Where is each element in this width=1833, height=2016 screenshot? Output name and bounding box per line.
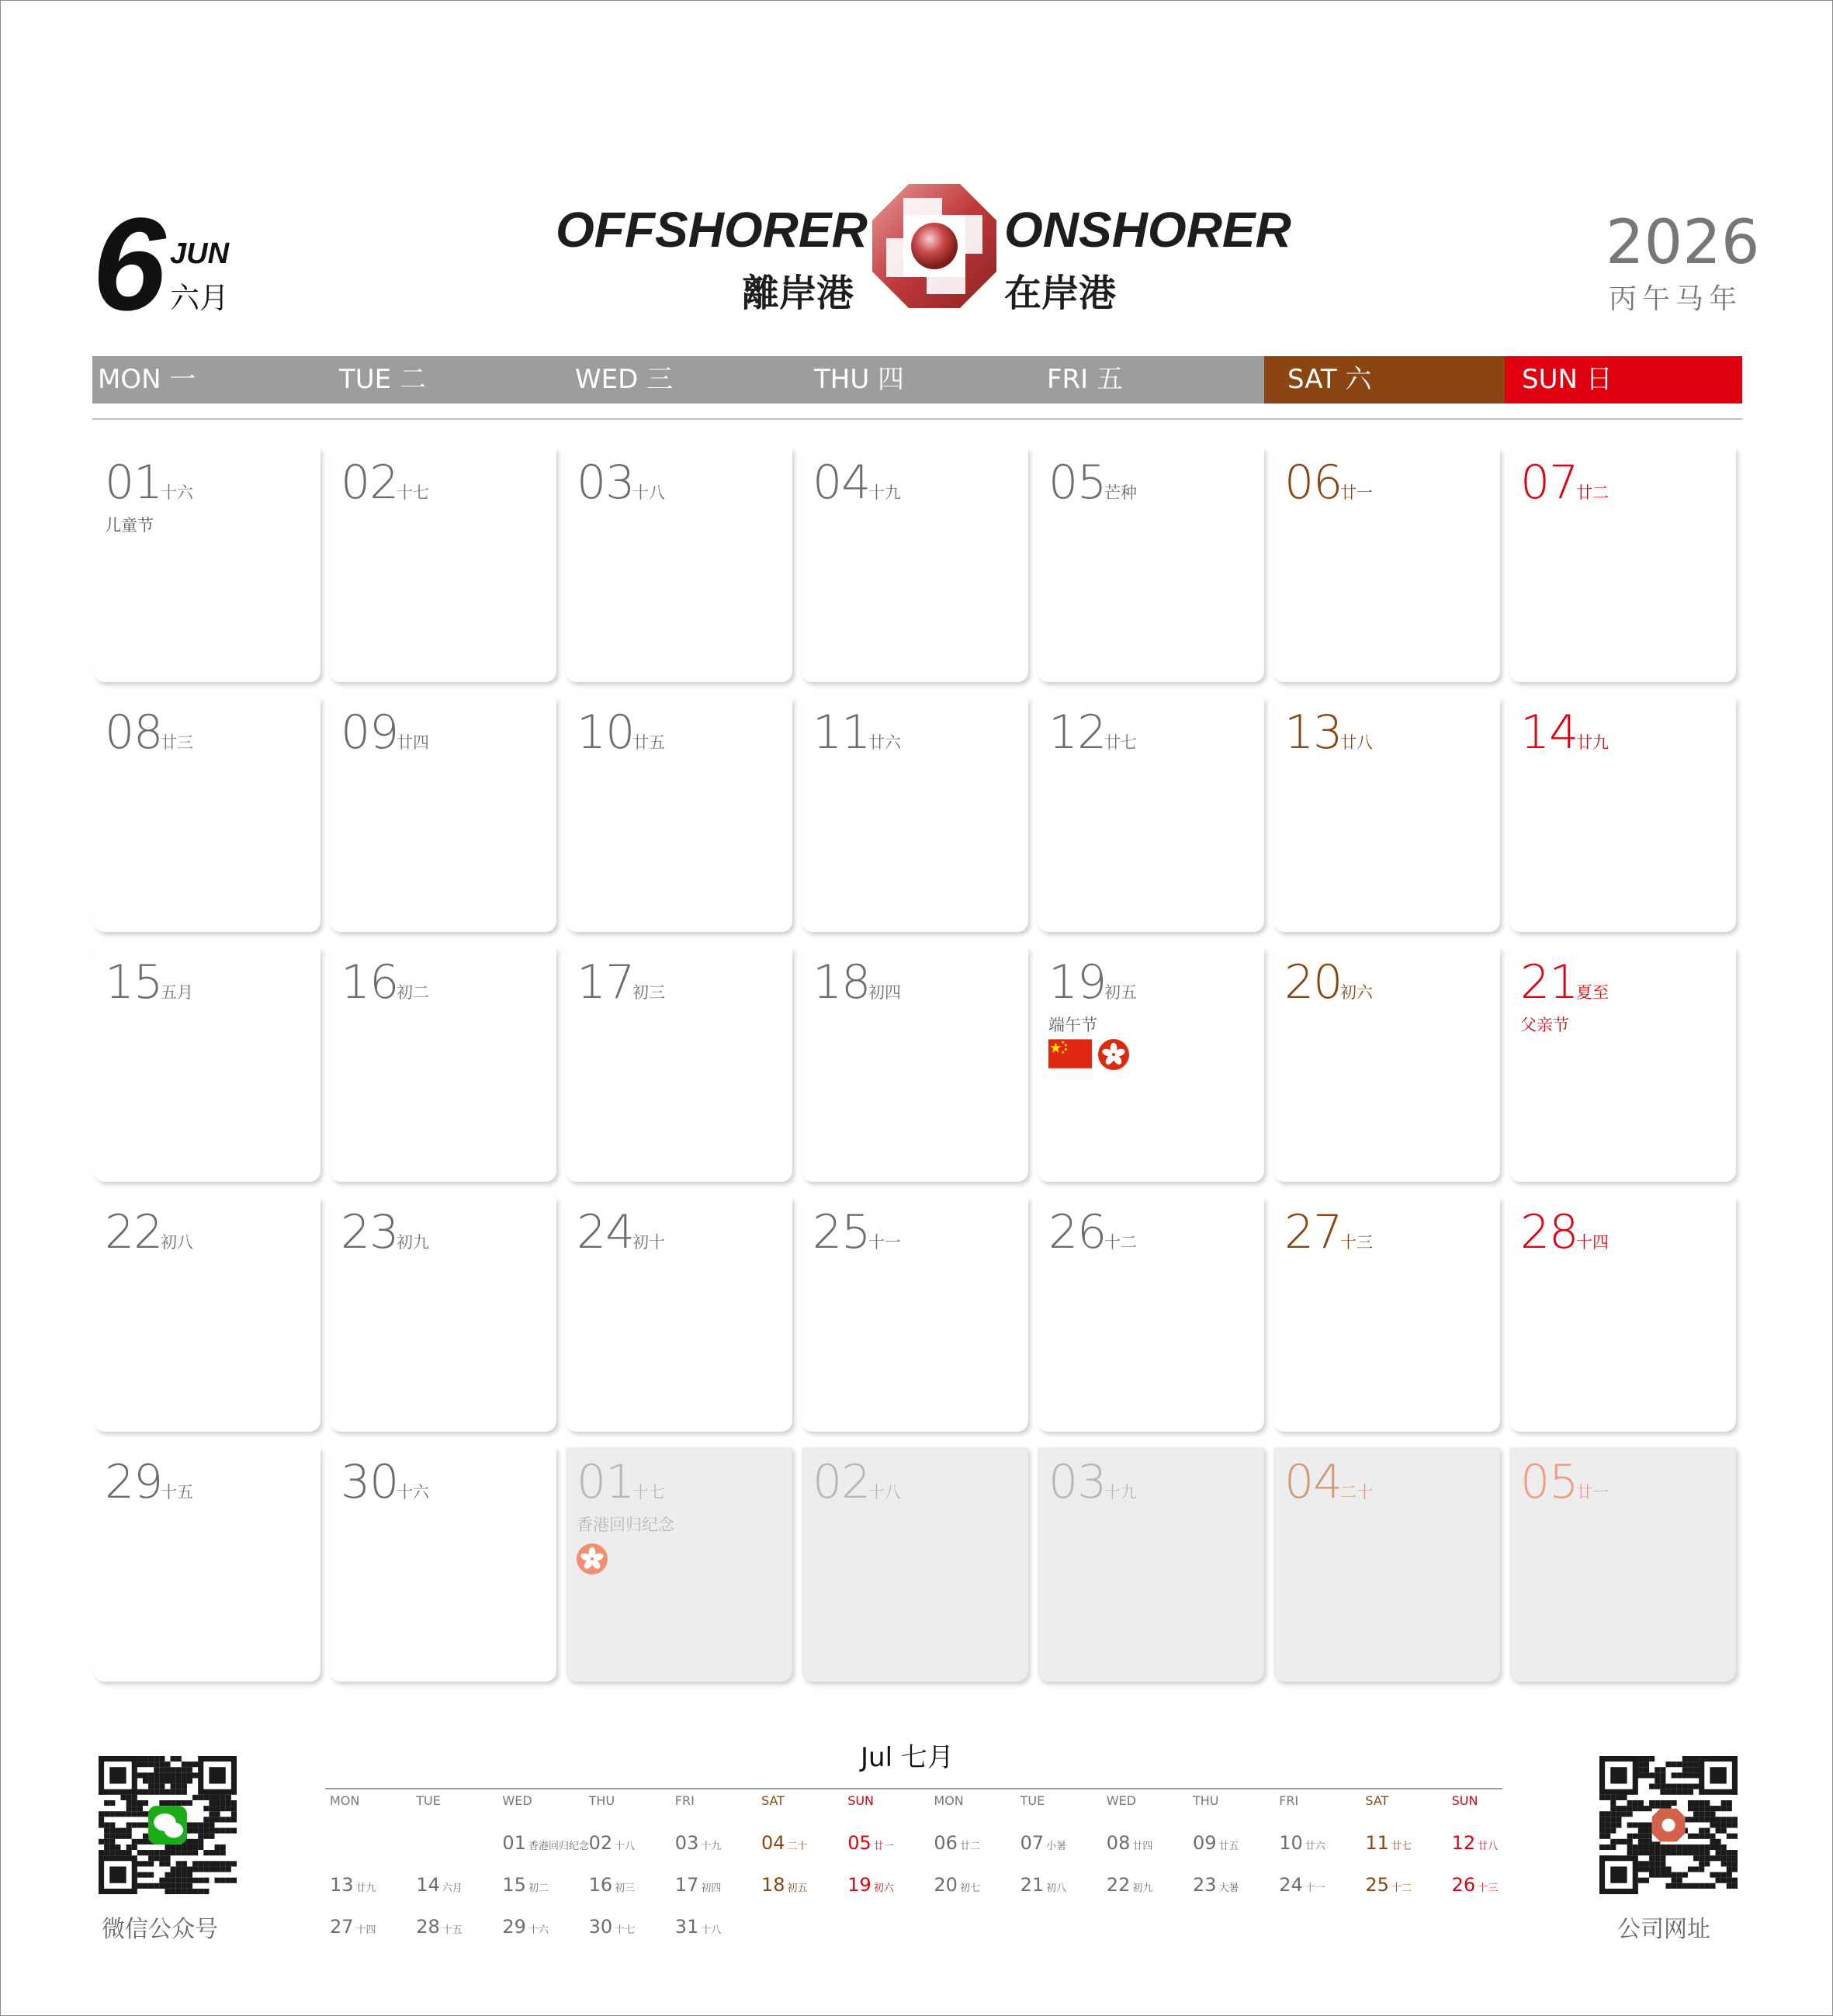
mini-lunar-date: 十九: [701, 1841, 722, 1852]
day-cell[interactable]: [330, 448, 556, 682]
lunar-date: 廿三: [161, 733, 193, 752]
mini-day[interactable]: [1020, 1832, 1067, 1854]
wechat-qr-label: 微信公众号: [102, 1916, 218, 1943]
day-cell[interactable]: [94, 698, 321, 932]
mini-lunar-date: 初三: [615, 1883, 636, 1894]
logo-text-onshorer: ONSHORER: [1004, 202, 1291, 258]
weekday-mon: MON 一: [98, 364, 196, 395]
mini-day[interactable]: [502, 1916, 549, 1938]
mini-weekday-header: THU: [588, 1793, 615, 1808]
lunar-date: 廿六: [868, 733, 901, 752]
weekday-fri: FRI 五: [1047, 364, 1124, 395]
mini-lunar-date: 廿九: [355, 1883, 376, 1894]
mini-day[interactable]: [589, 1916, 636, 1938]
mini-day-number: 26: [1451, 1874, 1476, 1896]
day-number: 03: [577, 456, 635, 510]
lunar-date: 十九: [868, 483, 901, 502]
day-number: 11: [813, 705, 871, 760]
day-cell[interactable]: [94, 1197, 321, 1432]
lunar-date: 十六: [397, 1483, 429, 1502]
mini-weekday-header: SUN: [847, 1793, 875, 1808]
day-cell[interactable]: [802, 448, 1028, 682]
day-cell[interactable]: [566, 1197, 792, 1432]
day-number: 18: [813, 955, 871, 1010]
day-number: 02: [813, 1455, 871, 1509]
logo-text-onshore-cn: 在岸港: [1004, 272, 1117, 315]
lunar-date: 初十: [632, 1233, 665, 1252]
mini-day-number: 24: [1279, 1874, 1303, 1896]
lunar-date: 初六: [1340, 983, 1373, 1002]
mini-day[interactable]: [589, 1832, 636, 1854]
day-number: 03: [1048, 1455, 1107, 1509]
mini-weekday-header: FRI: [1279, 1793, 1299, 1808]
mini-day-number: 14: [416, 1874, 440, 1896]
holiday-label: 端午节: [1048, 1016, 1097, 1034]
mini-day-number: 19: [847, 1874, 871, 1896]
lunar-date: 初四: [868, 983, 901, 1002]
mini-day[interactable]: [675, 1874, 722, 1896]
lunar-date: 初八: [161, 1233, 193, 1252]
mini-day-number: 15: [502, 1874, 526, 1896]
mini-day[interactable]: [847, 1832, 894, 1854]
mini-day[interactable]: [1193, 1874, 1239, 1896]
mini-day-number: 06: [934, 1832, 958, 1854]
mini-lunar-date: 十四: [355, 1924, 376, 1936]
mini-day[interactable]: [502, 1874, 549, 1896]
mini-lunar-date: 小暑: [1046, 1841, 1067, 1852]
day-number: 24: [577, 1205, 635, 1259]
day-number: 13: [1284, 705, 1343, 760]
logo-emblem-icon: [872, 184, 996, 308]
day-cell[interactable]: [1038, 947, 1264, 1182]
mini-day-number: 07: [1020, 1832, 1045, 1854]
lunar-date: 廿九: [1576, 733, 1609, 752]
mini-lunar-date: 大暑: [1218, 1883, 1239, 1894]
day-number: 21: [1520, 955, 1578, 1010]
mini-day[interactable]: [675, 1832, 722, 1854]
day-number: 04: [813, 456, 871, 510]
lunar-date: 初二: [397, 983, 429, 1002]
lunar-date: 廿四: [397, 733, 429, 752]
mini-day[interactable]: [502, 1832, 589, 1854]
mini-lunar-date: 廿二: [959, 1841, 980, 1852]
mini-lunar-date: 廿四: [1132, 1841, 1153, 1852]
lunar-date: 廿二: [1576, 483, 1609, 502]
lunar-date: 廿一: [1340, 483, 1373, 502]
mini-weekday-header: SUN: [1451, 1793, 1478, 1808]
mini-weekday-header: MON: [330, 1793, 360, 1808]
mini-day-number: 16: [588, 1874, 613, 1896]
lunar-date: 十七: [632, 1483, 665, 1502]
day-number: 14: [1520, 705, 1578, 760]
day-cell[interactable]: [566, 947, 792, 1182]
mini-lunar-date: 十三: [1478, 1883, 1499, 1894]
mini-weekday-header: TUE: [1020, 1793, 1045, 1808]
mini-weekday-header: WED: [1106, 1793, 1137, 1808]
mini-lunar-date: 初七: [959, 1883, 980, 1894]
website-qr-code[interactable]: [1599, 1756, 1738, 1894]
day-cell[interactable]: [1273, 448, 1500, 682]
mini-day[interactable]: [1452, 1832, 1499, 1854]
mini-day[interactable]: [589, 1874, 636, 1896]
day-cell[interactable]: [330, 1197, 556, 1432]
mini-lunar-date: 初二: [528, 1883, 549, 1894]
mini-lunar-date: 初九: [1132, 1883, 1153, 1894]
mini-lunar-date: 十一: [1305, 1883, 1325, 1894]
mini-weekday-header: SAT: [1365, 1793, 1389, 1808]
website-qr-label: 公司网址: [1617, 1916, 1710, 1943]
day-number: 22: [105, 1205, 163, 1259]
mini-calendar-title: Jul 七月: [861, 1742, 954, 1773]
mini-lunar-date: 初五: [787, 1883, 808, 1894]
lunar-date: 十三: [1340, 1233, 1373, 1252]
day-cell[interactable]: [94, 1447, 321, 1682]
next-month-day-cell[interactable]: [1509, 1447, 1736, 1682]
lunar-date: 十八: [632, 483, 665, 502]
day-cell[interactable]: [1273, 1197, 1500, 1432]
mini-lunar-date: 廿七: [1391, 1841, 1412, 1852]
next-month-day-cell[interactable]: [566, 1447, 792, 1682]
mini-lunar-date: 廿八: [1478, 1841, 1499, 1852]
mini-lunar-date: 初六: [873, 1883, 894, 1894]
mini-day-number: 05: [847, 1832, 871, 1854]
day-number: 25: [813, 1205, 871, 1259]
day-number: 28: [1520, 1205, 1578, 1259]
mini-day-number: 20: [934, 1874, 958, 1896]
mini-lunar-date: 十二: [1391, 1883, 1412, 1894]
lunar-date: 廿七: [1104, 733, 1137, 752]
mini-weekday-header: TUE: [416, 1793, 441, 1808]
mini-day-number: 25: [1365, 1874, 1389, 1896]
month-number: 6: [92, 191, 166, 338]
day-number: 04: [1284, 1455, 1343, 1509]
day-cell[interactable]: [566, 448, 792, 682]
day-cell[interactable]: [94, 947, 321, 1182]
mini-lunar-date: 十七: [615, 1924, 636, 1936]
hk-flag-icon: [577, 1543, 608, 1574]
lunar-date: 十六: [161, 483, 193, 502]
mini-day-number: 08: [1106, 1832, 1131, 1854]
mini-weekday-header: THU: [1193, 1793, 1219, 1808]
next-month-day-cell[interactable]: [1038, 1447, 1264, 1682]
mini-day[interactable]: [330, 1916, 376, 1938]
mini-day-number: 09: [1193, 1832, 1217, 1854]
day-number: 05: [1520, 1455, 1578, 1509]
mini-day[interactable]: [1365, 1832, 1412, 1854]
company-logo: [556, 184, 1291, 316]
mini-day-number: 11: [1365, 1832, 1389, 1854]
mini-day[interactable]: [1452, 1874, 1499, 1896]
wechat-icon: [148, 1806, 187, 1845]
day-cell[interactable]: [802, 947, 1028, 1182]
lunar-date: 十七: [397, 483, 429, 502]
day-number: 23: [341, 1205, 399, 1259]
day-cell[interactable]: [1509, 698, 1736, 932]
day-number: 30: [341, 1455, 399, 1509]
mini-lunar-date: 初四: [701, 1883, 722, 1894]
hk-flag-icon: [1098, 1039, 1129, 1070]
mini-day[interactable]: [1365, 1874, 1412, 1896]
day-number: 09: [341, 705, 399, 760]
day-cell[interactable]: [1273, 947, 1500, 1182]
next-month-day-cell[interactable]: [802, 1447, 1028, 1682]
mini-lunar-date: 十八: [615, 1841, 636, 1852]
mini-day[interactable]: [761, 1832, 808, 1854]
day-number: 29: [105, 1455, 163, 1509]
lunar-date: 五月: [161, 983, 193, 1002]
mini-day[interactable]: [1279, 1832, 1325, 1854]
holiday-label: 儿童节: [105, 516, 154, 535]
mini-day[interactable]: [1107, 1832, 1153, 1854]
day-cell[interactable]: [802, 1197, 1028, 1432]
day-number: 01: [105, 456, 163, 510]
mini-day-number: 18: [761, 1874, 785, 1896]
mini-day-number: 13: [330, 1874, 354, 1896]
day-number: 27: [1284, 1205, 1343, 1259]
logo-text-offshorer: OFFSHORER: [556, 202, 868, 258]
mini-day-number: 04: [761, 1832, 785, 1854]
mini-weekday-header: MON: [934, 1793, 964, 1808]
day-cell[interactable]: [94, 448, 321, 682]
mini-day[interactable]: [1193, 1832, 1239, 1854]
mini-day-number: 22: [1106, 1874, 1131, 1896]
day-number: 17: [577, 955, 635, 1010]
holiday-label: 父亲节: [1520, 1016, 1569, 1034]
mini-day[interactable]: [934, 1874, 980, 1896]
lunar-date: 十九: [1104, 1483, 1137, 1502]
mini-lunar-date: 六月: [442, 1883, 463, 1894]
logo-text-offshore-cn: 離岸港: [742, 272, 854, 315]
mini-lunar-date: 廿六: [1305, 1841, 1325, 1852]
mini-lunar-date: 香港回归纪念: [528, 1841, 589, 1852]
day-cell[interactable]: [1509, 947, 1736, 1182]
day-cell[interactable]: [1509, 1197, 1736, 1432]
next-month-day-cell[interactable]: [1273, 1447, 1500, 1682]
day-cell[interactable]: [1038, 1197, 1264, 1432]
mini-weekday-header: WED: [502, 1793, 532, 1808]
mini-calendar-divider: [325, 1788, 1502, 1789]
day-number: 15: [105, 955, 163, 1010]
day-cell[interactable]: [1509, 448, 1736, 682]
mini-day[interactable]: [330, 1874, 376, 1896]
day-cell[interactable]: [1038, 698, 1264, 932]
lunar-date: 十二: [1104, 1233, 1137, 1252]
day-number: 07: [1520, 456, 1578, 510]
year-cn: 丙午马年: [1609, 283, 1743, 315]
mini-lunar-date: 初八: [1046, 1883, 1067, 1894]
mini-day-number: 17: [674, 1874, 699, 1896]
logo-icon: [1652, 1809, 1686, 1842]
lunar-date: 二十: [1340, 1483, 1373, 1502]
mini-day-number: 27: [330, 1916, 354, 1938]
weekday-sun: SUN 日: [1522, 364, 1613, 395]
lunar-date: 十四: [1576, 1233, 1609, 1252]
day-number: 16: [341, 955, 399, 1010]
lunar-date: 十一: [868, 1233, 901, 1252]
lunar-date: 初三: [632, 983, 665, 1002]
mini-day[interactable]: [416, 1874, 463, 1896]
day-number: 01: [577, 1455, 635, 1509]
day-number: 02: [341, 456, 399, 510]
day-cell[interactable]: [566, 698, 792, 932]
mini-day-number: 31: [674, 1916, 699, 1938]
weekday-header-bar: [92, 356, 1742, 404]
mini-day[interactable]: [1279, 1874, 1325, 1896]
mini-day[interactable]: [1107, 1874, 1153, 1896]
mini-lunar-date: 廿五: [1218, 1841, 1239, 1852]
mini-day-number: 01: [502, 1832, 526, 1854]
lunar-date: 芒种: [1104, 483, 1137, 502]
day-number: 10: [577, 705, 635, 760]
weekday-thu: THU 四: [814, 364, 905, 395]
day-number: 20: [1284, 955, 1343, 1010]
mini-day[interactable]: [934, 1832, 980, 1854]
mini-weekday-header: SAT: [761, 1793, 785, 1808]
lunar-date: 初九: [397, 1233, 429, 1252]
lunar-date: 廿五: [632, 733, 665, 752]
day-number: 26: [1048, 1205, 1107, 1259]
mini-day-number: 30: [588, 1916, 613, 1938]
weekday-wed: WED 三: [575, 364, 674, 395]
mini-day[interactable]: [761, 1874, 808, 1896]
mini-lunar-date: 十八: [701, 1924, 722, 1936]
lunar-date: 夏至: [1576, 983, 1609, 1002]
day-cell[interactable]: [1273, 698, 1500, 932]
mini-lunar-date: 二十: [787, 1841, 808, 1852]
mini-day-number: 12: [1451, 1832, 1476, 1854]
day-number: 06: [1284, 456, 1343, 510]
mini-day-number: 21: [1020, 1874, 1045, 1896]
mini-day-number: 02: [588, 1832, 613, 1854]
wechat-qr-code[interactable]: [99, 1756, 237, 1894]
mini-lunar-date: 十五: [442, 1924, 463, 1936]
holiday-label: 香港回归纪念: [577, 1515, 674, 1534]
cn-flag-icon: [1048, 1039, 1092, 1069]
lunar-date: 十八: [868, 1483, 901, 1502]
day-cell[interactable]: [330, 698, 556, 932]
mini-day[interactable]: [847, 1874, 894, 1896]
mini-day-number: 10: [1279, 1832, 1303, 1854]
day-number: 19: [1048, 955, 1107, 1010]
mini-day[interactable]: [675, 1916, 722, 1938]
lunar-date: 廿八: [1340, 733, 1373, 752]
mini-day-number: 23: [1193, 1874, 1217, 1896]
lunar-date: 初五: [1104, 983, 1137, 1002]
mini-day-number: 29: [502, 1916, 526, 1938]
header-divider: [92, 418, 1742, 420]
mini-day[interactable]: [1020, 1874, 1067, 1896]
mini-lunar-date: 廿一: [873, 1841, 894, 1852]
lunar-date: 十五: [161, 1483, 193, 1502]
day-number: 05: [1048, 456, 1107, 510]
month-name-en: JUN: [170, 237, 230, 270]
day-number: 12: [1048, 705, 1107, 760]
lunar-date: 廿一: [1576, 1483, 1609, 1502]
month-name-cn: 六月: [170, 281, 230, 315]
mini-lunar-date: 十六: [528, 1924, 549, 1936]
mini-weekday-header: FRI: [674, 1793, 695, 1808]
weekday-sat: SAT 六: [1287, 364, 1372, 395]
mini-day-number: 03: [674, 1832, 699, 1854]
mini-day[interactable]: [416, 1916, 463, 1938]
day-cell[interactable]: [330, 947, 556, 1182]
day-cell[interactable]: [802, 698, 1028, 932]
mini-day-number: 28: [416, 1916, 440, 1938]
weekday-tue: TUE 二: [339, 364, 426, 395]
day-cell[interactable]: [330, 1447, 556, 1682]
day-number: 08: [105, 705, 163, 760]
day-cell[interactable]: [1038, 448, 1264, 682]
year: 2026: [1606, 208, 1760, 278]
